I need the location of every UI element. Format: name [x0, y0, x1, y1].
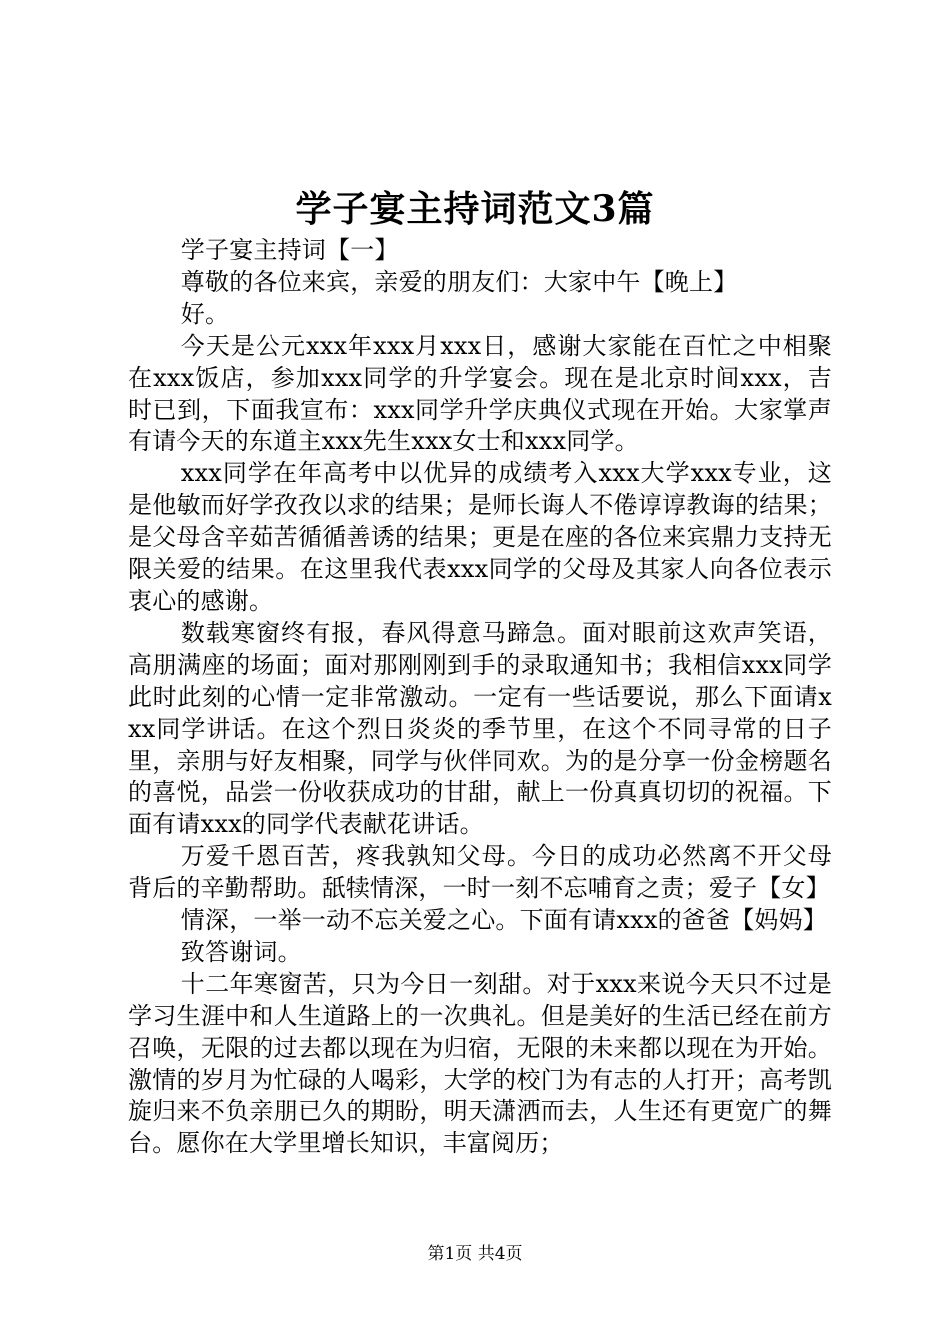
paragraph-section-heading: 学子宴主持词【一】	[180, 236, 399, 264]
document-body	[128, 235, 832, 1160]
paragraph-achievement: xxx同学在年高考中以优异的成绩考入xxx大学xxx专业，这是他敏而好学孜孜以求的结果；是师长诲人不倦谆谆教诲的结果；是父母含辛茹苦循循善诱的结果；更是在座的各位来宾鼎力支持无限关爱的结果。在这里我代表xxx同学的父母及其家人向各位表示衷心的感谢。	[128, 459, 832, 615]
document-title: 学子宴主持词范文3篇	[295, 188, 655, 230]
paragraph-blessing: 十二年寒窗苦，只为今日一刻甜。对于xxx来说今天只不过是学习生涯中和人生道路上的一次典礼。但是美好的生活已经在前方召唤，无限的过去都以现在为归宿，无限的未来都以现在为开始。激情的岁月为忙碌的人喝彩，大学的校门为有志的人打开；高考凯旋归来不负亲朋已久的期盼，明天潇洒而去，人生还有更宽广的舞台。愿你在大学里增长知识，丰富阅历；	[128, 969, 832, 1158]
paragraph-thanks: 致答谢词。	[180, 937, 302, 966]
paragraph-parents: 万爱千恩百苦，疼我孰知父母。今日的成功必然离不开父母背后的辛勤帮助。舐犊情深，一时一刻不忘哺育之责；爱子【女】	[128, 842, 832, 903]
paragraph-greeting: 尊敬的各位来宾，亲爱的朋友们：大家中午【晚上】	[180, 267, 738, 296]
paragraph-greeting-end: 好。	[180, 299, 230, 328]
page-number-footer: 第1页 共4页	[427, 1244, 523, 1264]
paragraph-parents-continued: 情深，一举一动不忘关爱之心。下面有请xxx的爸爸【妈妈】	[180, 906, 828, 935]
paragraph-opening: 今天是公元xxx年xxx月xxx日，感谢大家能在百忙之中相聚在xxx饭店，参加xxx同学的升学宴会。现在是北京时间xxx，吉时已到，下面我宣布：xxx同学升学庆典仪式现在开始。大家掌声有请今天的东道主xxx先生xxx女士和xxx同学。	[128, 331, 832, 456]
paragraph-student-speech: 数载寒窗终有报，春风得意马蹄急。面对眼前这欢声笑语，高朋满座的场面；面对那刚刚到手的录取通知书；我相信xxx同学此时此刻的心情一定非常激动。一定有一些话要说，那么下面请xxx同学讲话。在这个烈日炎炎的季节里，在这个不同寻常的日子里，亲朋与好友相聚，同学与伙伴同欢。为的是分享一份金榜题名的喜悦，品尝一份收获成功的甘甜，献上一份真真切切的祝福。下面有请xxx的同学代表献花讲话。	[128, 618, 832, 839]
